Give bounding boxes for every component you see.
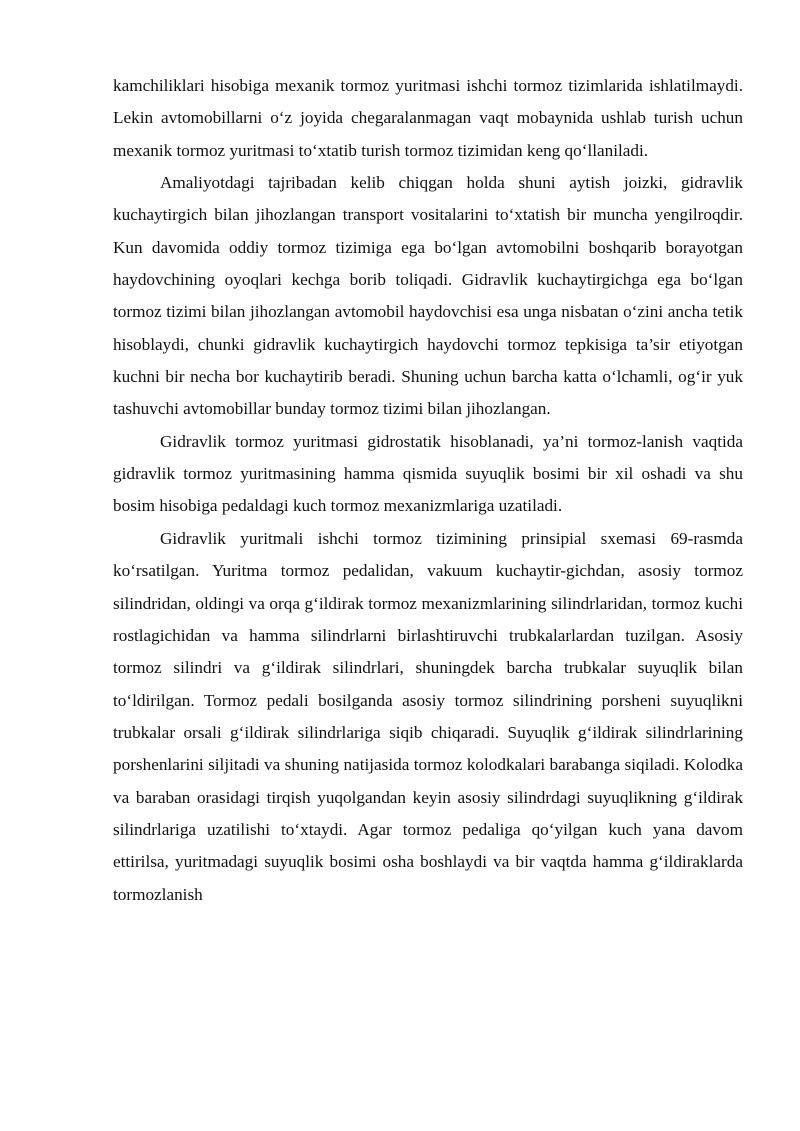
paragraph-4: Gidravlik yuritmali ishchi tormoz tizimining prinsipial sxemasi 69-rasmda ko‘rsatilgan. Yuritma tormoz pedalidan, vakuum kuchaytir-gichdan, asosiy tormoz silindridan, oldingi va orqa g‘ildirak tormoz mexanizmlarining silindrlaridan, tormoz kuchi rostlagichidan va hamma silindrlarni birlashtiruvchi trubkalarlardan tuzilgan. Asosiy tormoz silindri va g‘ildirak silindrlari, shuningdek barcha trubkalar suyuqlik bilan to‘ldirilgan. Tormoz pedali bosilganda asosiy tormoz silindrining porsheni suyuqlikni trubkalar orsali g‘ildirak silindrlariga siqib chiqaradi. Suyuqlik g‘ildirak silindrlarining porshenlarini siljitadi va shuning natijasida tormoz kolodkalari barabanga siqiladi. Kolodka va baraban orasidagi tirqish yuqolgandan keyin asosiy silindrdagi suyuqlikning g‘ildirak silindrlariga uzatilishi to‘xtaydi. Agar tormoz pedaliga qo‘yilgan kuch yana davom ettirilsa, yuritmadagi suyuqlik bosimi osha boshlaydi va bir vaqtda hamma g‘ildiraklarda tormozlanish [113,528,743,904]
paragraph-1: kamchiliklari hisobiga mexanik tormoz yuritmasi ishchi tormoz tizimlarida ishlatilmaydi. Lekin avtomobillarni o‘z joyida chegaralanmagan vaqt mobaynida ushlab turish uchun mexanik tormoz yuritmasi to‘xtatib turish tormoz tizimidan keng qo‘llaniladi. [113,76,743,160]
paragraph-3: Gidravlik tormoz yuritmasi gidrostatik hisoblanadi, ya’ni tormoz-lanish vaqtida gidravlik tormoz yuritmasining hamma qismida suyuqlik bosimi bir xil oshadi va shu bosim hisobiga pedaldagi kuch tormoz mexanizmlariga uzatiladi. [113,431,743,516]
document-page [113,70,743,911]
paragraph-2: Amaliyotdagi tajribadan kelib chiqgan holda shuni aytish joizki, gidravlik kuchaytirgich bilan jihozlangan transport vositalarini to‘xtatish bir muncha yengilroqdir. Kun davomida oddiy tormoz tizimiga ega bo‘lgan avtomobilni boshqarib borayotgan haydovchining oyoqlari kechga borib toliqadi. Gidravlik kuchaytirgichga ega bo‘lgan tormoz tizimi bilan jihozlangan avtomobil haydovchisi esa unga nisbatan o‘zini ancha tetik hisoblaydi, chunki gidravlik kuchaytirgich haydovchi tormoz tepkisiga ta’sir etiyotgan kuchni bir necha bor kuchaytirib beradi. Shuning uchun barcha katta o‘lchamli, og‘ir yuk tashuvchi avtomobillar bunday tormoz tizimi bilan jihozlangan. [113,173,743,419]
